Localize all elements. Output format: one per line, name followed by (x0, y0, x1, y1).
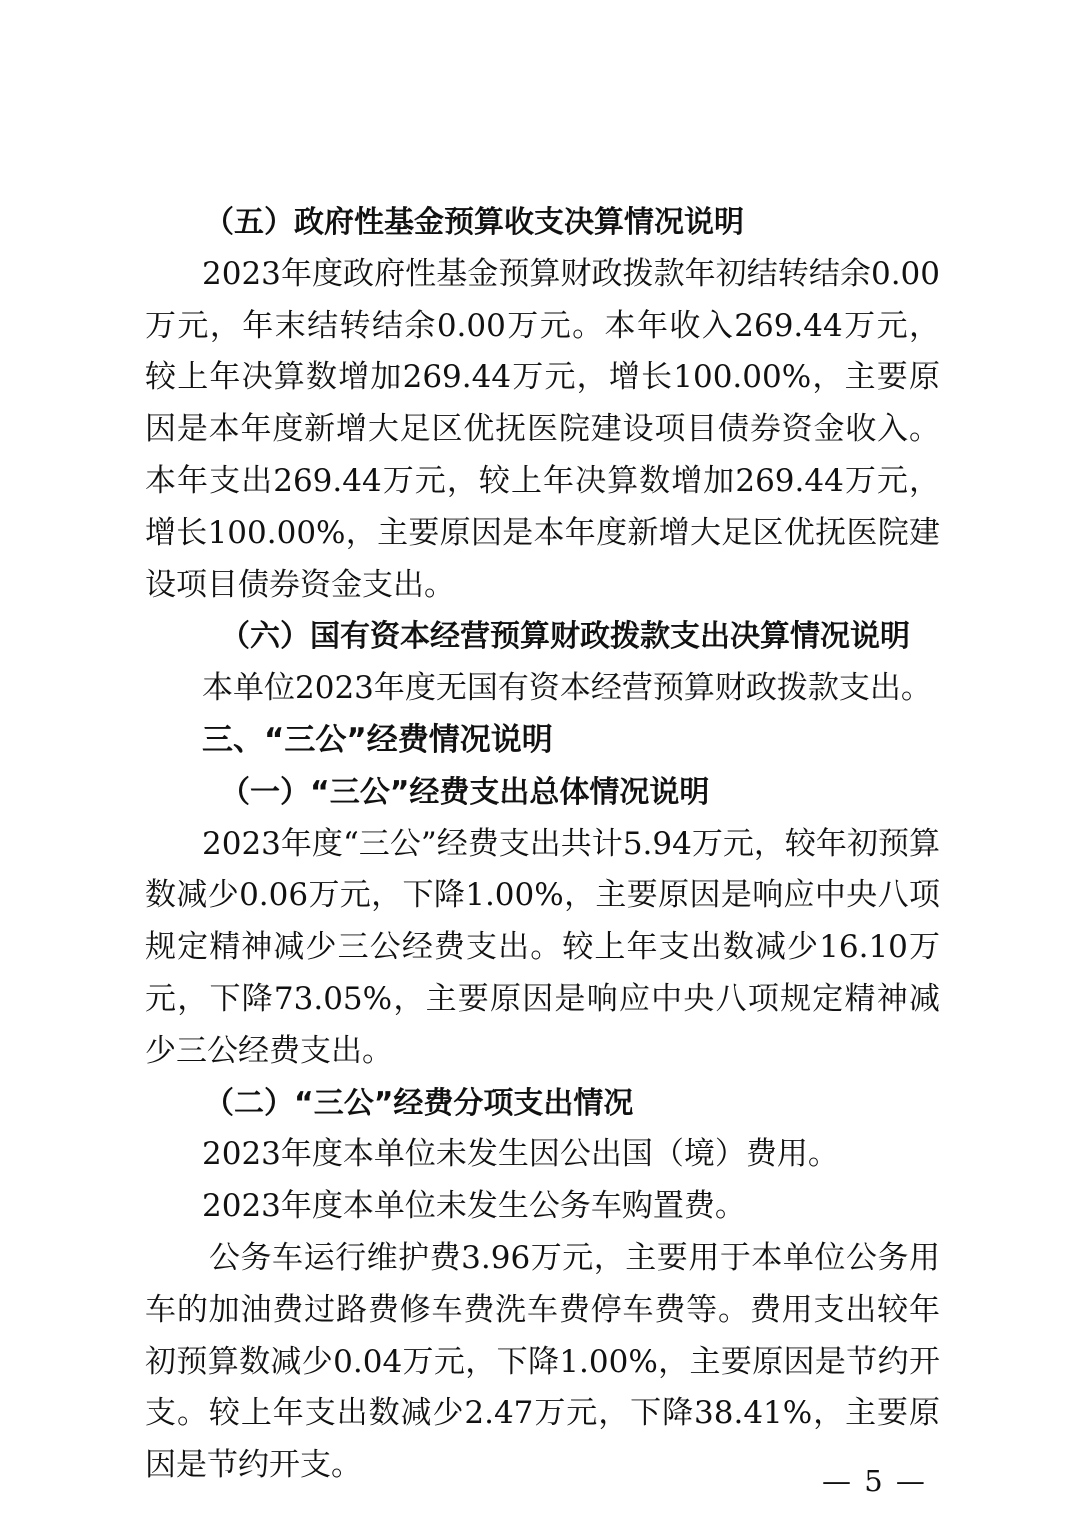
three-public-itemized-heading: （二）“三公”经费分项支出情况 (204, 1085, 634, 1121)
gov-fund-heading: （五）政府性基金预算收支决算情况说明 (204, 205, 744, 240)
three-public-overall-paragraph: 2023年度“三公”经费支出共计5.94万元，较年初预算数减少0.06万元，下降1.00%，主要原因是响应中央八项规定精神减少三公经费支出。较上年支出数减少16.10万元，下降73.05%，主要原因是响应中央八项规定精神减少三公经费支出。 (145, 825, 940, 1069)
gov-fund-paragraph: 2023年度政府性基金预算财政拨款年初结转结余0.00万元，年末结转结余0.00万元。本年收入269.44万元，较上年决算数增加269.44万元，增长100.00%，主要原因是本年度新增大足区优抚医院建设项目债券资金收入。本年支出269.44万元，较上年决算数增加269.44万元，增长100.00%，主要原因是本年度新增大足区优抚医院建设项目债券资金支出。 (145, 255, 940, 603)
page-number: — 5 — (822, 1464, 927, 1498)
three-public-heading: 三、“三公”经费情况说明 (202, 721, 553, 758)
vehicle-purchase-paragraph: 2023年度本单位未发生公务车购置费。 (202, 1188, 746, 1225)
vehicle-operation-paragraph: 公务车运行维护费3.96万元，主要用于本单位公务用车的加油费过路费修车费洗车费停车费等。费用支出较年初预算数减少0.04万元，下降1.00%，主要原因是节约开支。较上年支出数减少2.47万元，下降38.41%，主要原因是节约开支。 (145, 1239, 940, 1484)
document-body (145, 197, 940, 1492)
abroad-expense-paragraph: 2023年度本单位未发生因公出国（境）费用。 (202, 1136, 839, 1173)
three-public-overall-heading: （一）“三公”经费支出总体情况说明 (220, 774, 710, 810)
state-capital-heading: （六）国有资本经营预算财政拨款支出决算情况说明 (220, 619, 910, 655)
state-capital-paragraph: 本单位2023年度无国有资本经营预算财政拨款支出。 (202, 670, 932, 707)
